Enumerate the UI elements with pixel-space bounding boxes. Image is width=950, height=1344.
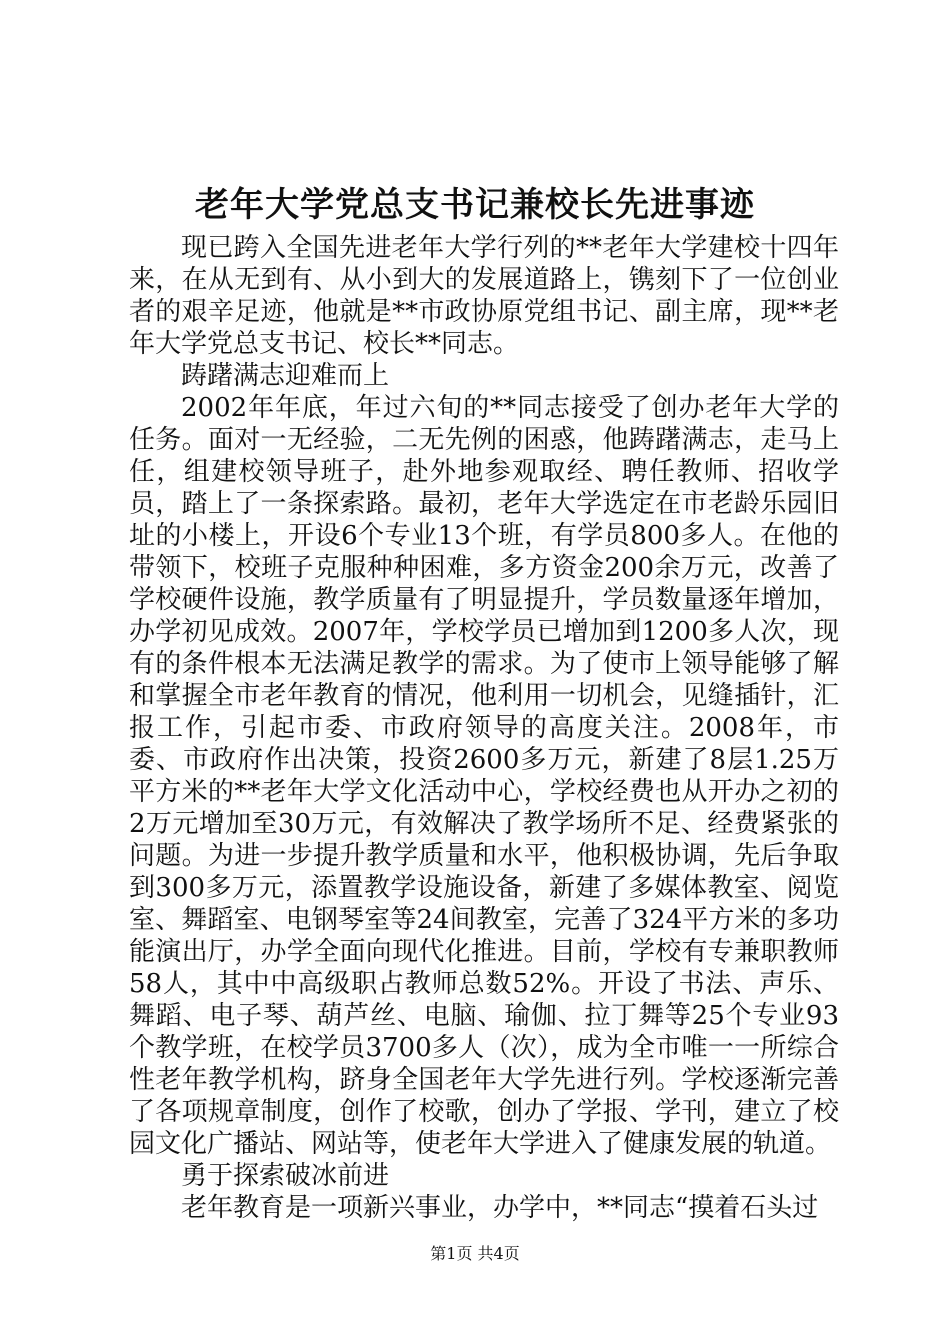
- paragraph-section-2: 老年教育是一项新兴事业，办学中，**同志“摸着石头过: [181, 1193, 819, 1223]
- document-title: 老年大学党总支书记兼校长先进事迹: [195, 185, 755, 225]
- paragraph-section-1: 2002年年底，年过六旬的**同志接受了创办老年大学的任务。面对一无经验，二无先例的困惑，他踌躇满志，走马上任，组建校领导班子，赴外地参观取经、聘任教师、招收学员，踏上了一条探索路。最初，老年大学选定在市老龄乐园旧址的小楼上，开设6个专业13个班，有学员800多人。在他的带领下，校班子克服种种困难，多方资金200余万元，改善了学校硬件设施，教学质量有了明显提升，学员数量逐年增加，办学初见成效。2007年，学校学员已增加到1200多人次，现有的条件根本无法满足教学的需求。为了使市上领导能够了解和掌握全市老年教育的情况，他利用一切机会，见缝插针，汇报工作，引起市委、市政府领导的高度关注。2008年，市委、市政府作出决策，投资2600多万元，新建了8层1.25万平方米的**老年大学文化活动中心，学校经费也从开办之初的2万元增加至30万元，有效解决了教学场所不足、经费紧张的问题。为进一步提升教学质量和水平，他积极协调，先后争取到300多万元，添置教学设施设备，新建了多媒体教室、阅览室、舞蹈室、电钢琴室等24间教室，完善了324平方米的多功能演出厅，办学全面向现代化推进。目前，学校有专兼职教师58人，其中中高级职占教师总数52%。开设了书法、声乐、舞蹈、电子琴、葫芦丝、电脑、瑜伽、拉丁舞等25个专业93个教学班，在校学员3700多人（次），成为全市唯一一所综合性老年教学机构，跻身全国老年大学先进行列。学校逐渐完善了各项规章制度，创作了校歌，创办了学报、学刊，建立了校园文化广播站、网站等，使老年大学进入了健康发展的轨道。: [129, 393, 839, 1159]
- section-heading-1: 踌躇满志迎难而上: [181, 361, 390, 391]
- paragraph-intro: 现已跨入全国先进老年大学行列的**老年大学建校十四年来，在从无到有、从小到大的发展道路上，镌刻下了一位创业者的艰辛足迹，他就是**市政协原党组书记、副主席，现**老年大学党总支书记、校长**同志。: [129, 233, 839, 359]
- page-footer: 第1页 共4页: [430, 1244, 520, 1263]
- document-body: [129, 232, 839, 1224]
- section-heading-2: 勇于探索破冰前进: [181, 1161, 390, 1191]
